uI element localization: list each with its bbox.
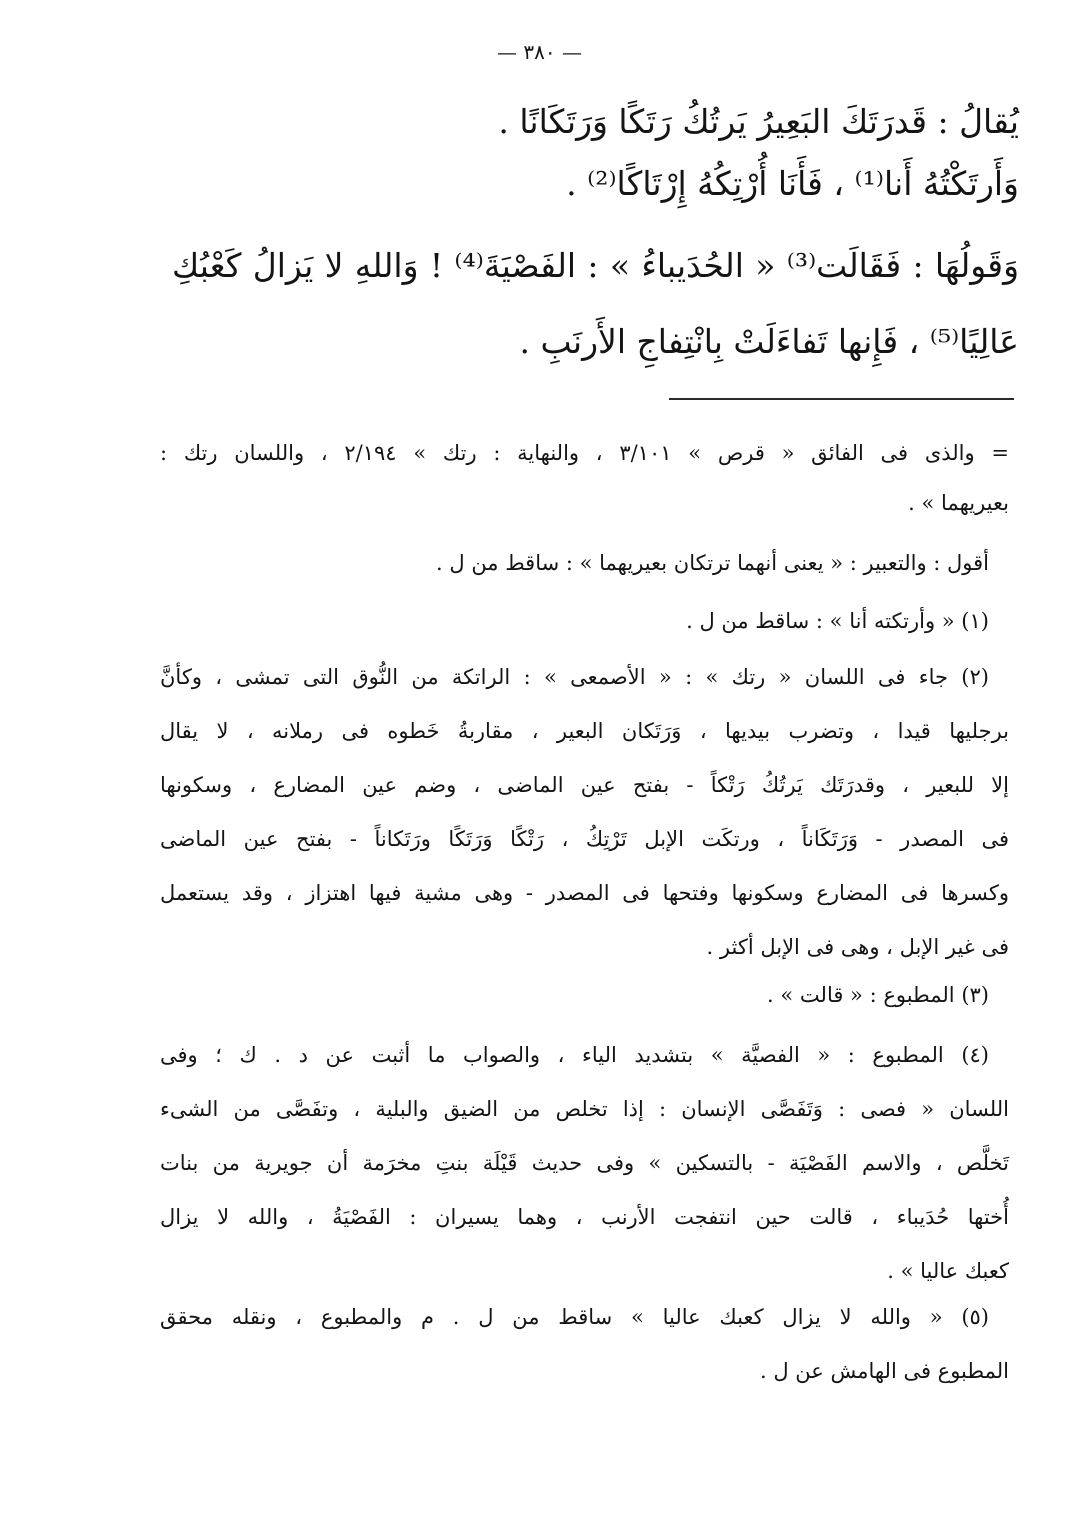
- main-text-line-2: وَأَرتَكْتُهُ أَنا⁽¹⁾ ، فَأَنَا أُرْتِكُهُ إِرْتَاكًا⁽²⁾ .: [566, 164, 1019, 203]
- footnote-line: أُختها حُدَيباء ، قالت حين انتفجت الأرنب ، وهما يسيران : الفَصْيَةُ ، والله لا يزال: [160, 1205, 1009, 1229]
- footnote-1: [160, 606, 1009, 636]
- footnote-line: أقول : والتعبير : « يعنى أنهما ترتكان بعيريهما » : ساقط من ل .: [436, 551, 989, 575]
- footnote-3: [160, 980, 1009, 1010]
- footnote-line: تَخلَّص ، والاسم الفَصْيَة - بالتسكين » وفى حديث قَيْلَة بنتِ مخرَمة أن جويرية من بنات: [160, 1151, 1009, 1175]
- footnote-line: فى غير الإبل ، وهى فى الإبل أكثر .: [706, 935, 1009, 959]
- footnote-line: المطبوع فى الهامش عن ل .: [759, 1359, 1009, 1383]
- footnote-line: برجليها قيدا ، وتضرب بيديها ، وَرَتَكان البعير ، مقاربةُ خَطوه فى رملانه ، لا يقال: [160, 719, 1009, 743]
- footnote-line: كعبك عاليا » .: [887, 1259, 1009, 1283]
- footnote-4: [160, 1040, 1009, 1310]
- main-text-line: [150, 100, 1019, 144]
- footnote-line: (٢) جاء فى اللسان « رتك » : « الأصمعى » : الراتكة من النُّوق التى تمشى ، وكأنَّ: [160, 665, 989, 689]
- footnote-separator: [669, 398, 1014, 400]
- footnote-2: [160, 662, 1009, 986]
- footnote-continuation: [160, 438, 1009, 518]
- main-text-line-4: عَالِيًا⁽⁵⁾ ، فَإِنها تَفاءَلَتْ بِانْتِفاجِ الأَرنَبِ .: [519, 322, 1019, 361]
- footnote-line: (١) « وأرتكته أنا » : ساقط من ل .: [686, 609, 989, 633]
- main-text-line-wrap: [150, 320, 1019, 364]
- footnote-line: وكسرها فى المضارع وسكونها وفتحها فى المصدر - وهى مشية فيها اهتزاز ، وقد يستعمل: [160, 881, 1009, 905]
- footnote-line: اللسان « فصى : وَتَفَصَّى الإنسان : إذا تخلص من الضيق والبلية ، وتفَصَّى من الشىء: [160, 1097, 1009, 1121]
- main-text-line-1: يُقالُ : قَدرَتَكَ البَعِيرُ يَرتُكُ رَتَكًا وَرَتَكَانًا .: [498, 102, 1019, 141]
- main-text-line-3: وَقَولُهَا : فَقَالَت⁽³⁾ « الحُدَيباءُ » : الفَصْيَةَ⁽⁴⁾ ! وَاللهِ لا يَزالُ كَعْبُكِ: [172, 246, 1020, 285]
- page-number: — ٣٨٠ —: [497, 40, 582, 64]
- footnote-editor-note: [160, 548, 1009, 578]
- footnote-line: (٥) « والله لا يزال كعبك عاليا » ساقط من ل . م والمطبوع ، ونقله محقق: [160, 1305, 989, 1329]
- footnote-line: إلا للبعير ، وقدرَتَك يَرتُكُ رَتْكاً - بفتح عين الماضى ، وضم عين المضارع ، وسكونها: [160, 773, 1009, 797]
- main-text-line-wrap: [150, 162, 1019, 206]
- footnote-line: = والذى فى الفائق « قرص » ٣/١٠١ ، والنهاية : رتك » ٢/١٩٤ ، واللسان رتك :: [160, 441, 1009, 465]
- footnote-line: (٤) المطبوع : « الفصيَّة » بتشديد الياء ، والصواب ما أثبت عن د . ك ؛ وفى: [160, 1043, 989, 1067]
- footnote-5: [160, 1302, 1009, 1410]
- footnote-line: بعيريهما » .: [908, 491, 1009, 515]
- footnote-line: (٣) المطبوع : « قالت » .: [767, 983, 989, 1007]
- main-text-line-wrap: [172, 244, 1019, 288]
- footnote-line: فى المصدر - وَرَتَكَاناً ، ورتكَت الإبل تَرْتِكُ ، رَتْكًا وَرَتَكًا ورَتَكاناً - بفتح عين الماضى: [160, 827, 1009, 851]
